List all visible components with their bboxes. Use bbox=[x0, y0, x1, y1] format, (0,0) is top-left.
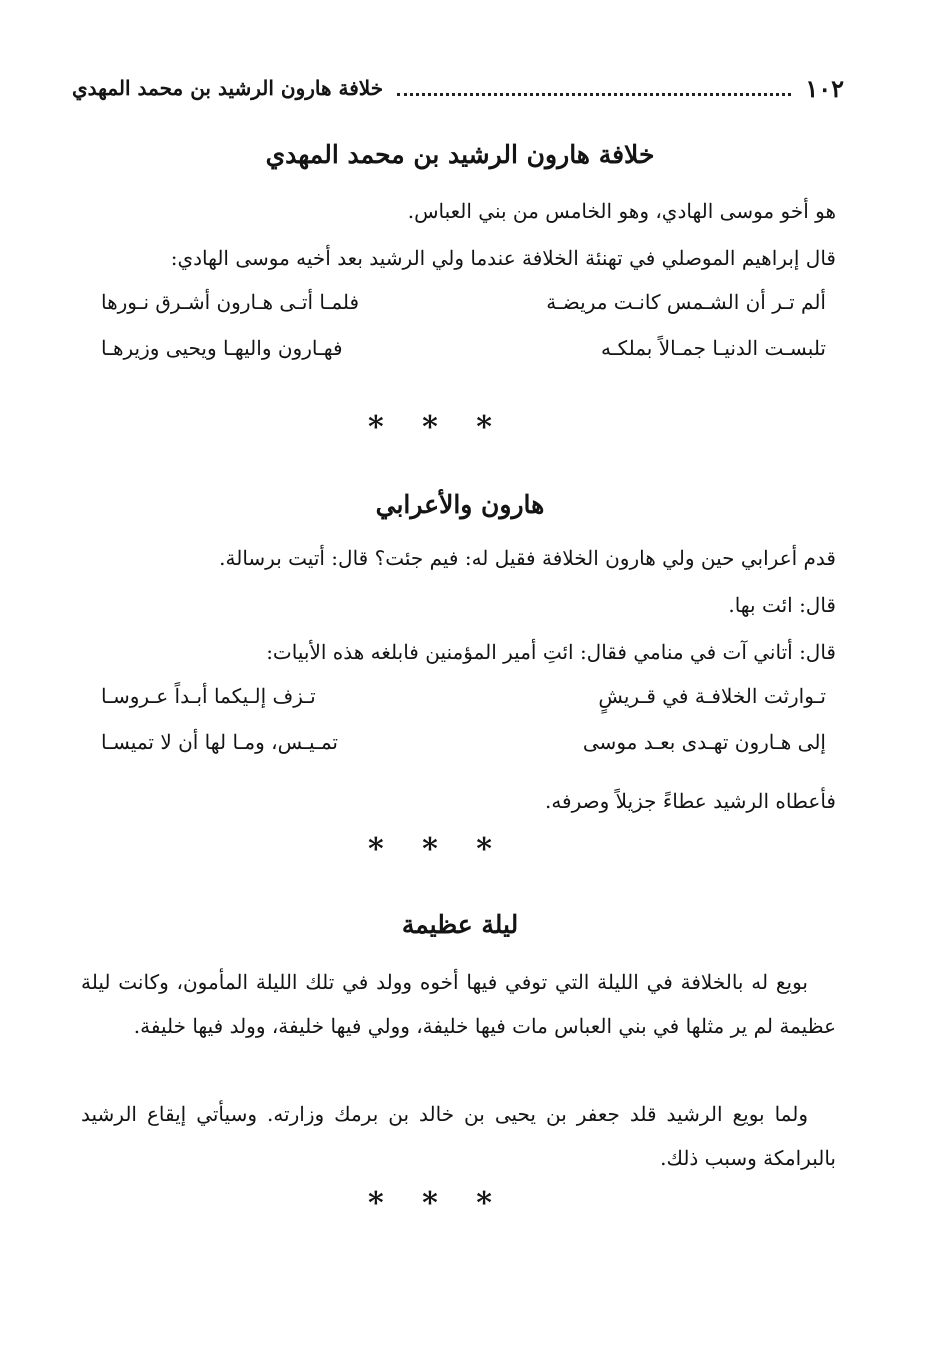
section-title-great-night: ليلة عظيمة bbox=[401, 910, 519, 939]
verse-second-hemistich: فهـارون واليهـا ويحيى وزيرهـا bbox=[101, 336, 343, 360]
paragraph bbox=[81, 1092, 836, 1180]
section-separator: * * * bbox=[368, 832, 506, 867]
verse-line bbox=[101, 290, 826, 324]
page-number: ١٠٢ bbox=[805, 73, 844, 103]
verse-second-hemistich: تمـيـس، ومـا لها أن لا تميسـا bbox=[101, 730, 338, 754]
paragraph-text: بويع له بالخلافة في الليلة التي توفي فيها أخوه وولد في تلك الليلة المأمون، وكانت ليلة عظيمة لم ير مثلها في بني العباس مات فيها خليفة، وولي فيها خليفة، وولد فيها خليفة. bbox=[81, 970, 836, 1038]
verse-line bbox=[101, 684, 826, 718]
paragraph: قدم أعرابي حين ولي هارون الخلافة فقيل له: فيم جئت؟ قال: أتيت برسالة. bbox=[219, 546, 836, 570]
running-title: خلافة هارون الرشيد بن محمد المهدي bbox=[72, 76, 384, 100]
section-separator: * * * bbox=[368, 1186, 506, 1221]
paragraph-closing: فأعطاه الرشيد عطاءً جزيلاً وصرفه. bbox=[544, 789, 836, 813]
verse-second-hemistich: فلمـا أتـى هـارون أشـرق نـورها bbox=[101, 290, 360, 314]
verse-first-hemistich: تلبسـت الدنيـا جمـالاً بملكـه bbox=[601, 336, 826, 360]
paragraph: قال إبراهيم الموصلي في تهنئة الخلافة عندما ولي الرشيد بعد أخيه موسى الهادي: bbox=[170, 246, 836, 270]
verse-line bbox=[101, 730, 826, 764]
paragraph: هو أخو موسى الهادي، وهو الخامس من بني العباس. bbox=[407, 199, 836, 223]
running-header bbox=[72, 72, 844, 104]
paragraph bbox=[81, 960, 836, 1048]
section-title-bedouin: هارون والأعرابي bbox=[375, 490, 545, 519]
section-title-caliphate: خلافة هارون الرشيد بن محمد المهدي bbox=[265, 140, 655, 169]
header-leader-dots bbox=[397, 93, 791, 96]
paragraph: قال: أتاني آت في منامي فقال: ائتِ أمير المؤمنين فابلغه هذه الأبيات: bbox=[266, 640, 836, 664]
verse-second-hemistich: تـزف إلـيكما أبـداً عـروسـا bbox=[101, 684, 316, 708]
paragraph: قال: ائت بها. bbox=[728, 593, 836, 617]
verse-first-hemistich: ألم تـر أن الشـمس كانـت مريضـة bbox=[546, 290, 826, 314]
verse-line bbox=[101, 336, 826, 370]
section-separator: * * * bbox=[368, 410, 506, 445]
verse-first-hemistich: إلى هـارون تهـدى بعـد موسى bbox=[582, 730, 826, 754]
paragraph-text: ولما بويع الرشيد قلد جعفر بن يحيى بن خالد بن برمك وزارته. وسيأتي إيقاع الرشيد بالبرامكة وسبب ذلك. bbox=[81, 1102, 836, 1170]
verse-first-hemistich: تـوارثت الخلافـة في قـريشٍ bbox=[598, 684, 826, 708]
